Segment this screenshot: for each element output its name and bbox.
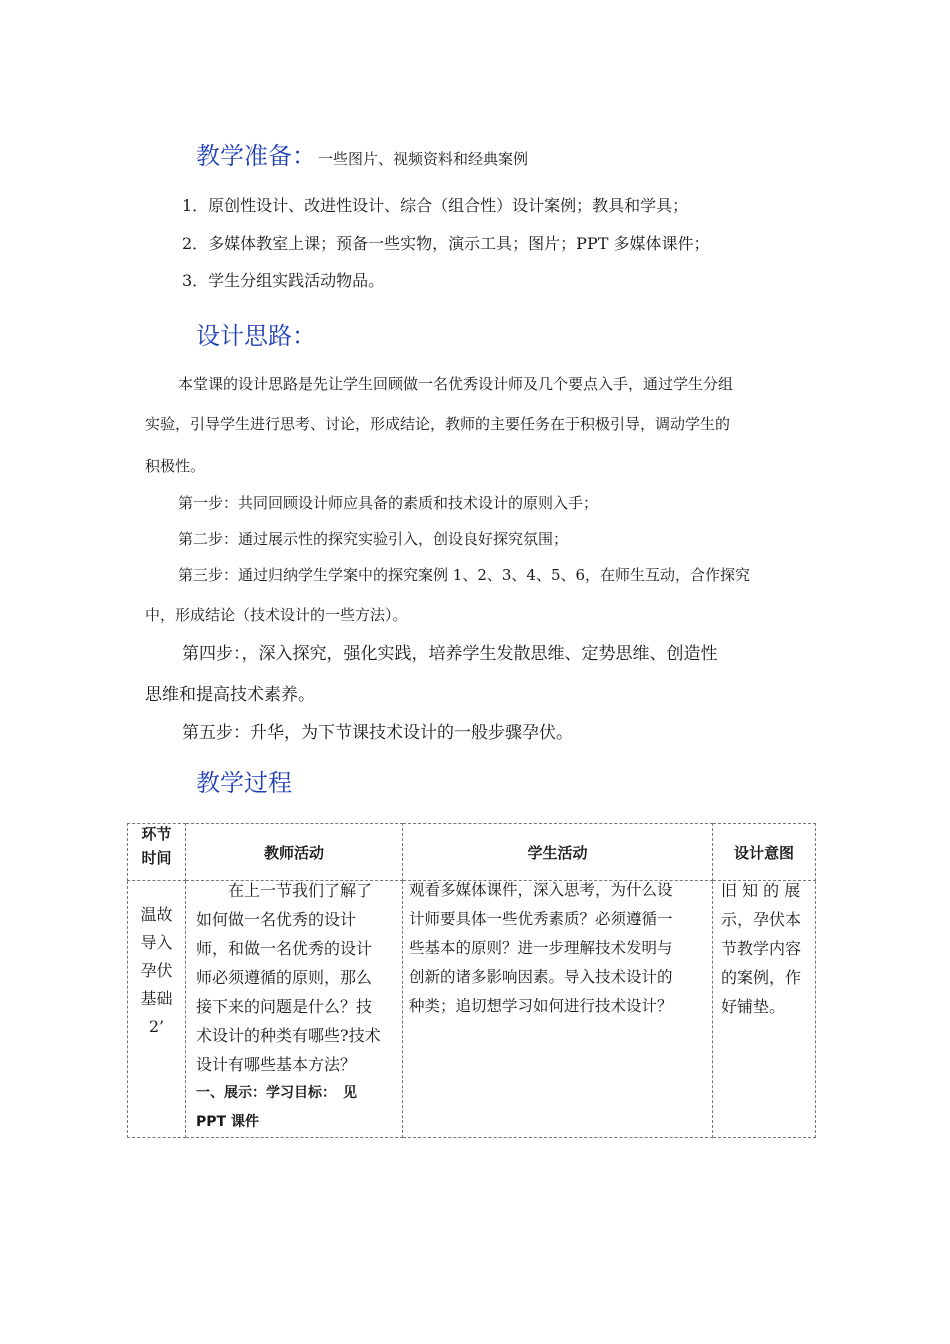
intent-line-3: 节教学内容 [721,939,802,958]
student-line-4: 创新的诸多影响因素。导入技术设计的 [409,968,673,986]
design-step-5: 第五步：升华，为下节课技术设计的一般步骤孕伏。 [182,723,573,743]
teacher-display-line-2: PPT 课件 [196,1114,259,1130]
header-student-activity: 学生活动 [403,824,713,881]
prep-item-2: 2．多媒体教室上课；预备一些实物，演示工具；图片；PPT 多媒体课件； [182,234,710,253]
header-stage: 环节 [141,825,172,843]
stage-line-3: 孕伏 [140,961,173,980]
header-stage-time [128,824,186,881]
lesson-table [127,823,816,1138]
design-intro-line-3: 积极性。 [145,457,206,475]
design-intro-line-2: 实验，引导学生进行思考、讨论，形成结论，教师的主要任务在于积极引导，调动学生的 [145,415,731,433]
prep-item-3: 3．学生分组实践活动物品。 [182,271,385,290]
design-step-4a: 第四步：，深入探究，强化实践，培养学生发散思维、定势思维、创造性 [182,644,718,664]
design-step-2: 第二步：通过展示性的探究实验引入，创设良好探究氛围； [178,530,569,548]
stage-line-1: 温故 [140,905,173,924]
stage-cell [128,881,186,1138]
teacher-line-3: 师，和做一名优秀的设计 [196,939,373,958]
stage-line-5: 2’ [148,1017,165,1036]
prep-heading [196,136,528,171]
prep-note: 一些图片、视频资料和经典案例 [318,150,529,168]
design-intro-line-1: 本堂课的设计思路是先让学生回顾做一名优秀设计师及几个要点入手，通过学生分组 [178,375,734,393]
teacher-line-4: 师必须遵循的原则，那么 [196,968,373,987]
design-step-1: 第一步：共同回顾设计师应具备的素质和技术设计的原则入手； [178,494,599,512]
design-step-3a: 第三步：通过归纳学生学案中的探究案例 1、2、3、4、5、6，在师生互动，合作探究 [178,566,751,584]
intent-line-1: 旧 知 的 展 [721,881,801,900]
intent-line-5: 好铺垫。 [721,997,786,1016]
process-title: 教学过程 [196,769,292,797]
teacher-line-7: 设计有哪些基本方法？ [196,1055,357,1074]
teacher-line-2: 如何做一名优秀的设计 [196,910,357,929]
student-line-5: 种类；追切想学习如何进行技术设计？ [409,997,673,1015]
design-title: 设计思路： [196,322,316,350]
student-line-2: 计师要具体一些优秀素质？必须遵循一 [409,910,673,928]
teacher-line-1: 在上一节我们了解了 [196,881,373,900]
header-teacher-activity: 教师活动 [186,824,403,881]
stage-line-2: 导入 [140,933,173,952]
teacher-display-line-1: 一、展示：学习目标： 见 [196,1085,357,1101]
header-time: 时间 [141,849,172,867]
student-line-3: 些基本的原则？进一步理解技术发明与 [409,939,673,957]
stage-line-4: 基础 [140,989,173,1008]
table-row [128,881,816,1138]
student-line-1: 观看多媒体课件，深入思考，为什么设 [409,881,673,899]
design-step-3b: 中，形成结论（技术设计的一些方法）。 [145,606,408,624]
intent-line-2: 示，孕伏本 [721,910,802,929]
table-header-row [128,824,816,881]
design-step-4b: 思维和提高技术素养。 [145,685,315,705]
teacher-activity-cell [186,881,403,1138]
prep-title: 教学准备： [196,142,316,170]
intent-line-4: 的案例，作 [721,968,802,987]
teacher-line-5: 接下来的问题是什么？技 [196,997,373,1016]
design-intent-cell [713,881,816,1138]
header-design-intent: 设计意图 [713,824,816,881]
prep-item-1: 1．原创性设计、改进性设计、综合（组合性）设计案例；教具和学具； [182,196,689,215]
student-activity-cell [403,881,713,1138]
teacher-line-6: 术设计的种类有哪些?技术 [196,1026,381,1045]
